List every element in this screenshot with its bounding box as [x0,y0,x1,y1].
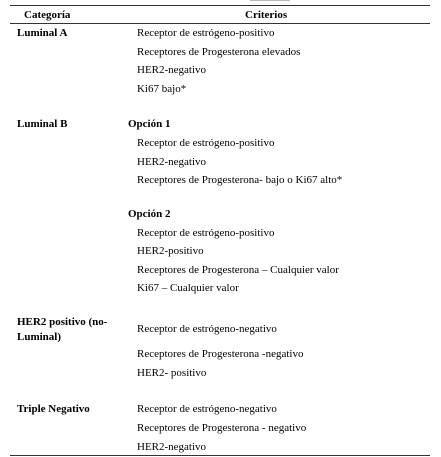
criterion: Ki67 bajo* [137,83,187,95]
criterion: HER2-negativo [137,156,207,168]
criterion: Receptor de estrógeno-positivo [137,27,275,39]
table-bottom-rule [10,455,430,456]
criterion: HER2-negativo [137,441,207,453]
criterion: Receptores de Progesterona- bajo o Ki67 alto* [137,174,343,186]
criterion: HER2- positivo [137,367,207,379]
criterion: HER2-positivo [137,245,204,257]
category-luminal-a: Luminal A [17,27,68,39]
header-bottom-rule [10,23,430,24]
option-1-title: Opción 1 [128,118,171,130]
criterion: HER2-negativo [137,64,207,76]
criterion: Receptores de Progesterona -negativo [137,348,304,360]
header-category: Categoría [24,9,71,21]
criterion: Receptor de estrógeno-negativo [137,403,277,415]
criterion: Receptor de estrógeno-positivo [137,227,275,239]
criterion: Ki67 – Cualquier valor [137,282,239,294]
table-top-rule [10,5,430,6]
criterion: Receptores de Progesterona elevados [137,46,301,58]
header-criteria: Criterios [245,9,288,21]
option-2-title: Opción 2 [128,208,171,220]
category-her2-positive-line2: Luminal) [17,331,62,343]
category-her2-positive-line1: HER2 positivo (no- [17,316,108,328]
category-triple-negative: Triple Negativo [17,403,90,415]
criterion: Receptor de estrógeno-negativo [137,323,277,335]
criterion: Receptores de Progesterona – Cualquier valor [137,264,339,276]
cropped-top-line [250,0,290,1]
criterion: Receptor de estrógeno-positivo [137,137,275,149]
criterion: Receptores de Progesterona - negativo [137,422,307,434]
category-luminal-b: Luminal B [17,118,68,130]
